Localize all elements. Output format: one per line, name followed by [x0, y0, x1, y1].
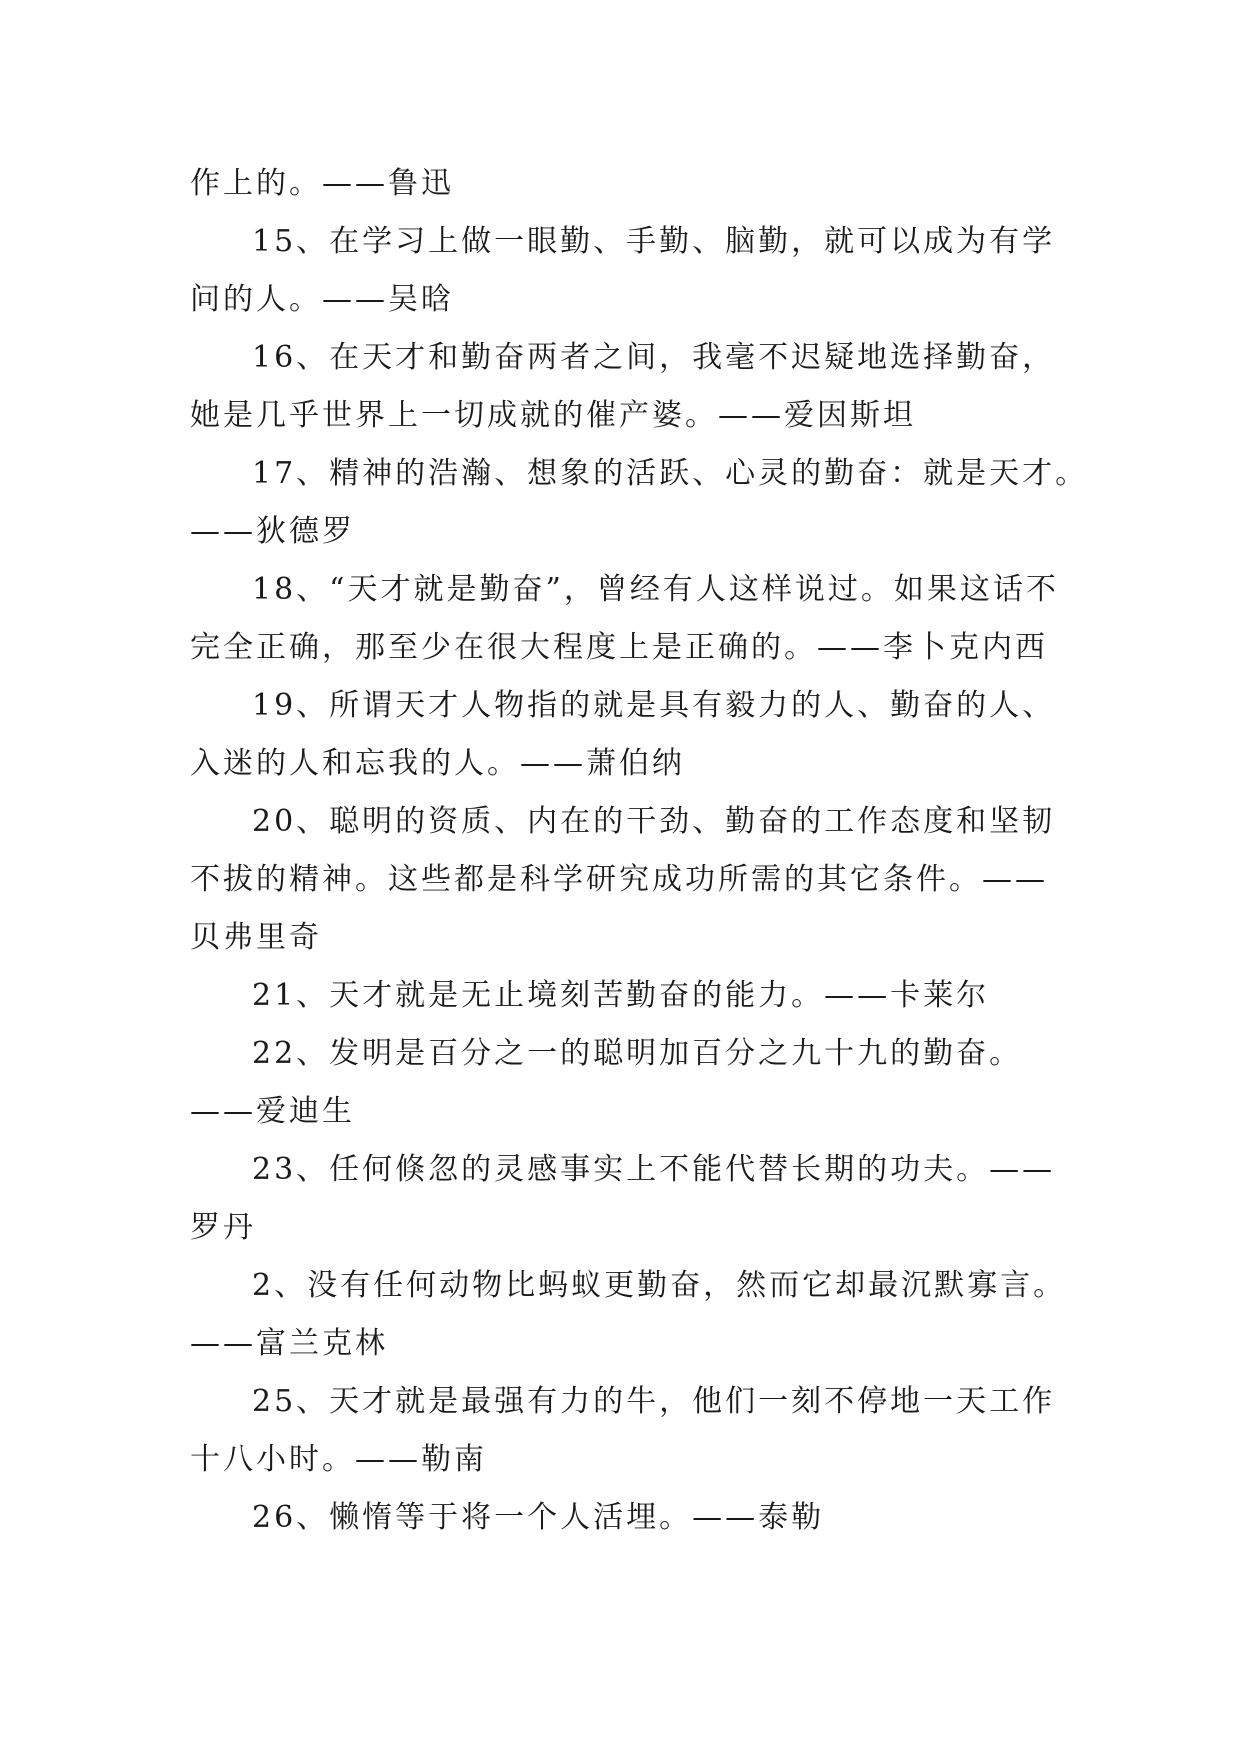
text-line: ——爱迪生: [190, 1094, 355, 1129]
text-line: 十八小时。——勒南: [190, 1442, 487, 1477]
text-line: 15、在学习上做一眼勤、手勤、脑勤，就可以成为有学: [252, 224, 1056, 259]
text-line: 25、天才就是最强有力的牛，他们一刻不停地一天工作: [252, 1384, 1056, 1419]
text-line: 18、“天才就是勤奋”，曾经有人这样说过。如果这话不: [252, 572, 1059, 607]
text-line: 问的人。——吴晗: [190, 282, 454, 317]
text-line: 入迷的人和忘我的人。——萧伯纳: [190, 746, 685, 781]
text-line: 她是几乎世界上一切成就的催产婆。——爱因斯坦: [190, 398, 916, 433]
text-line: 26、懒惰等于将一个人活埋。——泰勒: [252, 1500, 825, 1535]
text-line: 21、天才就是无止境刻苦勤奋的能力。——卡莱尔: [252, 978, 990, 1013]
text-line: 完全正确，那至少在很大程度上是正确的。——李卜克内西: [190, 630, 1048, 665]
text-line: 19、所谓天才人物指的就是具有毅力的人、勤奋的人、: [252, 688, 1056, 723]
text-line: ——狄德罗: [190, 514, 355, 549]
text-line: 22、发明是百分之一的聪明加百分之九十九的勤奋。: [252, 1036, 1023, 1071]
text-line: 23、任何倏忽的灵感事实上不能代替长期的功夫。——: [252, 1152, 1056, 1187]
text-line: ——富兰克林: [190, 1326, 388, 1361]
text-line: 不拔的精神。这些都是科学研究成功所需的其它条件。——: [190, 862, 1048, 897]
text-line: 贝弗里奇: [190, 920, 322, 955]
text-line: 17、精神的浩瀚、想象的活跃、心灵的勤奋：就是天才。: [252, 456, 1089, 491]
text-line: 16、在天才和勤奋两者之间，我毫不迟疑地选择勤奋，: [252, 340, 1056, 375]
text-line: 20、聪明的资质、内在的干劲、勤奋的工作态度和坚韧: [252, 804, 1056, 839]
text-line: 作上的。——鲁迅: [190, 166, 454, 201]
text-line: 2、没有任何动物比蚂蚁更勤奋，然而它却最沉默寡言。: [252, 1268, 1067, 1303]
text-line: 罗丹: [190, 1210, 256, 1245]
